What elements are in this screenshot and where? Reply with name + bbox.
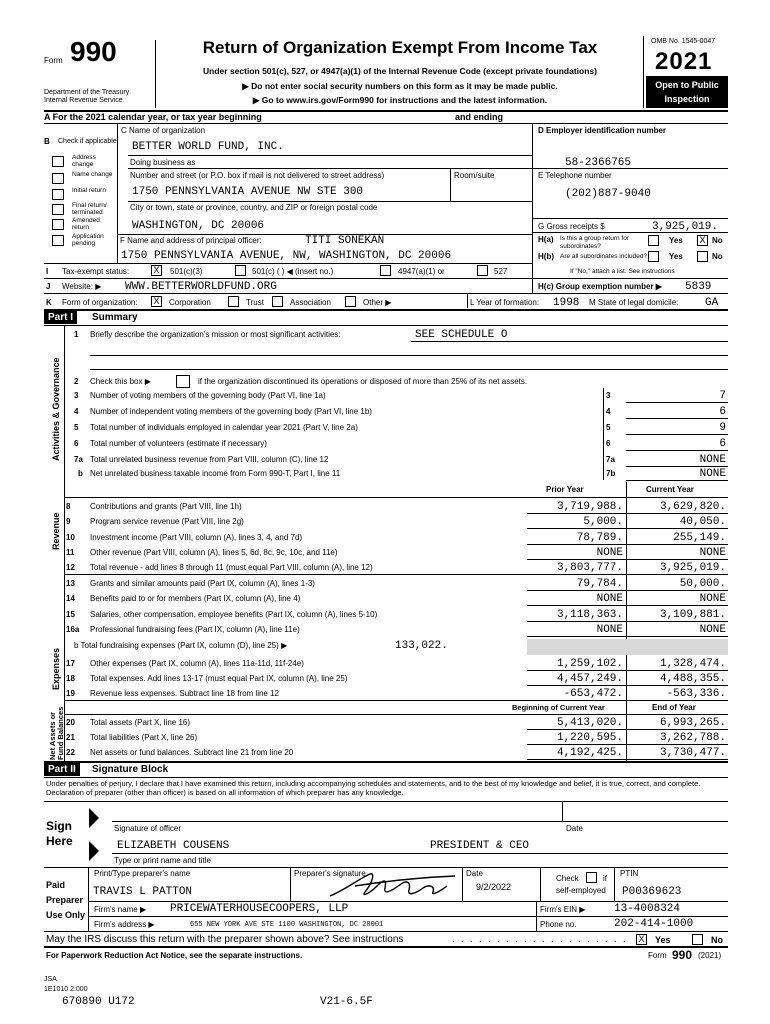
section-b-item-label: Address change <box>72 154 96 168</box>
ha-label: H(a) <box>538 235 554 244</box>
expense-current-value: 1,328,474. <box>659 658 726 670</box>
expense-current-value: 50,000. <box>679 578 726 590</box>
expense-current-value: NONE <box>699 593 726 605</box>
if-label: if <box>603 874 607 883</box>
other-label: Other ▶ <box>363 298 392 307</box>
officer-title: PRESIDENT & CEO <box>430 840 530 852</box>
hb-text: Are all subordinates included? <box>560 253 648 260</box>
group-exemption-label: H(c) Group exemption number ▶ <box>538 282 662 291</box>
group-exemption-number: 5839 <box>685 281 712 293</box>
hb-note: If "No," attach a list. See instructions <box>570 268 675 275</box>
form-of-org-label: Form of organization: <box>62 298 138 307</box>
status-501c-checkbox[interactable] <box>235 265 246 276</box>
telephone-label: E Telephone number <box>538 171 612 180</box>
expense-value-rule <box>527 670 728 671</box>
principal-officer-label: F Name and address of principal officer: <box>120 236 262 245</box>
hb-yes-label: Yes <box>669 252 683 261</box>
revenue-prior-value: NONE <box>596 547 623 559</box>
firm-address-value: 655 NEW YORK AVE STE 1100 WASHINGTON, DC 20001 <box>190 921 384 929</box>
revenue-line-number: 12 <box>66 563 75 572</box>
ptin-value: P00369623 <box>622 886 682 898</box>
gov-box-number: 5 <box>606 423 611 432</box>
firm-phone-value: 202-414-1000 <box>614 918 694 930</box>
revenue-value-rule <box>527 559 728 560</box>
expense-value-rule <box>527 685 728 686</box>
discuss-yes-label: Yes <box>655 935 671 945</box>
ha-no-label: No <box>712 236 723 245</box>
firm-ein-label: Firm's EIN ▶ <box>540 905 586 914</box>
expense-value-rule <box>527 590 728 591</box>
gov-line-number: 5 <box>74 423 79 432</box>
hb-yes-checkbox[interactable] <box>648 251 659 262</box>
ssn-note: ▶ Do not enter social security numbers on this form as it may be made public. <box>242 81 558 91</box>
ein-label: D Employer identification number <box>538 126 667 135</box>
jsa-label: JSA <box>44 976 57 983</box>
prep-name-label: Print/Type preparer's name <box>94 869 191 878</box>
gov-value-rule <box>626 450 728 451</box>
discuss-no-checkbox[interactable] <box>692 934 703 945</box>
trust-checkbox[interactable] <box>228 296 239 307</box>
tax-year: 2021 <box>655 48 713 75</box>
side-revenue: Revenue <box>51 512 61 550</box>
net-assets-line-number: 21 <box>66 733 75 742</box>
footer-form-number: 990 <box>672 948 693 962</box>
corporation-label: Corporation <box>169 298 211 307</box>
revenue-line-number: 9 <box>66 517 71 526</box>
gov-value-rule <box>626 480 728 481</box>
gov-box-number: 4 <box>606 407 611 416</box>
page-id-center: V21-6.5F <box>320 996 373 1008</box>
website-label: Website: ▶ <box>62 282 102 291</box>
line16b-text: b Total fundraising expenses (Part IX, column (D), line 25) ▶ <box>74 641 288 650</box>
expense-current-value: 3,109,881. <box>659 609 726 621</box>
line16b-value: 133,022. <box>395 640 448 652</box>
expense-line-text: Salaries, other compensation, employee benefits (Part IX, column (A), lines 5-10) <box>90 610 378 619</box>
side-activities-governance: Activities & Governance <box>51 357 61 461</box>
boy-header: Beginning of Current Year <box>512 703 605 712</box>
status-501c-label: 501(c) ( ) ◀ (insert no.) <box>252 267 334 276</box>
net-assets-line-number: 22 <box>66 748 75 757</box>
check-label: Check <box>556 874 579 883</box>
section-b-item-label: Application pending <box>72 233 104 247</box>
expense-line-text: Professional fundraising fees (Part IX, column (A), line 11e) <box>90 625 300 634</box>
part-i-title: Summary <box>92 312 138 323</box>
status-527-label: 527 <box>494 267 508 276</box>
gov-line-text: Total number of volunteers (estimate if necessary) <box>90 439 267 448</box>
gov-line-value: NONE <box>699 468 726 480</box>
revenue-value-rule <box>527 513 728 514</box>
expense-line-number: 13 <box>66 579 75 588</box>
gov-line-value: 7 <box>719 390 726 402</box>
hb-no-checkbox[interactable] <box>697 251 708 262</box>
irs-label: Internal Revenue Service <box>44 97 123 104</box>
use-only-label: Use Only <box>46 910 86 920</box>
section-b-checkbox[interactable] <box>52 189 64 200</box>
gov-box-number: 7a <box>606 455 615 464</box>
prep-date-label: Date <box>466 869 483 878</box>
expense-prior-value: 3,118,363. <box>556 609 623 621</box>
state-domicile-value: GA <box>705 297 719 309</box>
side-expenses: Expenses <box>51 647 61 690</box>
status-527-checkbox[interactable] <box>477 265 488 276</box>
gov-line-value: NONE <box>699 454 726 466</box>
expense-prior-value: 1,259,102. <box>556 658 623 670</box>
expense-line-number: 14 <box>66 594 75 603</box>
net-assets-current-value: 3,730,477. <box>659 747 726 759</box>
preparer-label: Preparer <box>46 895 84 905</box>
revenue-current-value: 40,050. <box>679 516 726 528</box>
revenue-line-text: Investment income (Part VIII, column (A), lines 3, 4, and 7d) <box>90 533 303 542</box>
status-4947-checkbox[interactable] <box>380 265 391 276</box>
expense-line-text: Other expenses (Part IX, column (A), lines 11a-11d, 11f-24e) <box>90 659 304 668</box>
gov-line-value: 9 <box>719 422 726 434</box>
prior-year-header: Prior Year <box>546 485 584 494</box>
mission-value: SEE SCHEDULE O <box>415 329 508 341</box>
expense-line-text: Benefits paid to or for members (Part IX, column (A), line 4) <box>90 594 301 603</box>
expense-value-rule <box>527 605 728 606</box>
status-4947-label: 4947(a)(1) or <box>398 267 445 276</box>
gov-line-value: 6 <box>719 406 726 418</box>
expense-value-rule <box>527 621 728 622</box>
state-domicile-label: M State of legal domicile: <box>589 298 679 307</box>
officer-address: 1750 PENNSYLVANIA AVENUE, NW, WASHINGTON, DC 20006 <box>121 250 452 262</box>
expense-line-text: Total expenses. Add lines 13-17 (must equal Part IX, column (A), line 25) <box>90 674 348 683</box>
revenue-prior-value: 78,789. <box>576 532 623 544</box>
revenue-value-rule <box>527 544 728 545</box>
sign-arrow-icon <box>89 808 99 828</box>
self-employed-label: self-employed <box>556 886 606 895</box>
gross-receipts-value: 3,925,019. <box>652 221 719 233</box>
gov-value-rule <box>626 466 728 467</box>
net-assets-current-value: 6,993,265. <box>659 717 726 729</box>
discuss-question: May the IRS discuss this return with the preparer shown above? See instructions <box>46 934 404 945</box>
net-assets-value-rule <box>527 729 728 730</box>
section-b-checkbox[interactable] <box>52 204 64 215</box>
revenue-line-text: Contributions and grants (Part VIII, line 1h) <box>90 502 242 511</box>
line2-checkbox[interactable] <box>176 375 190 388</box>
revenue-current-value: 255,149. <box>673 532 726 544</box>
revenue-line-number: 8 <box>66 502 71 511</box>
expense-line-text: Grants and similar amounts paid (Part IX, column (A), lines 1-3) <box>90 579 315 588</box>
ein-value: 58-2366765 <box>565 157 632 169</box>
org-street: 1750 PENNSYLVANIA AVENUE NW STE 300 <box>132 186 364 198</box>
gov-line-text: Total unrelated business revenue from Part VIII, column (C), line 12 <box>90 455 329 464</box>
revenue-prior-value: 5,000. <box>583 516 623 528</box>
trust-label: Trust <box>246 298 264 307</box>
gov-box-number: 3 <box>606 391 611 400</box>
page-id-left: 670890 U172 <box>62 996 135 1008</box>
form-number: 990 <box>70 36 117 67</box>
revenue-line-number: 11 <box>66 548 75 557</box>
ptin-label: PTIN <box>620 869 639 878</box>
part-ii-badge: Part II <box>44 763 80 776</box>
net-assets-line-text: Total liabilities (Part X, line 26) <box>90 733 198 742</box>
discuss-yes-checkbox[interactable]: X <box>636 934 647 945</box>
gov-line-number: 3 <box>74 391 79 400</box>
expense-prior-value: 79,784. <box>576 578 623 590</box>
expense-current-value: NONE <box>699 624 726 636</box>
row-k-letter: K <box>46 298 52 307</box>
section-b-checkbox[interactable] <box>52 173 64 184</box>
line-a-label: A For the 2021 calendar year, or tax year beginning <box>44 112 262 122</box>
net-assets-prior-value: 1,220,595. <box>556 732 623 744</box>
city-label: City or town, state or province, country, and ZIP or foreign postal code <box>130 203 378 212</box>
revenue-value-rule <box>527 528 728 529</box>
corporation-checkbox[interactable]: X <box>151 296 162 307</box>
website-value[interactable]: WWW.BETTERWORLDFUND.ORG <box>125 281 277 293</box>
eoy-header: End of Year <box>652 703 696 712</box>
gov-line-text: Total number of individuals employed in calendar year 2021 (Part V, line 2a) <box>90 423 358 432</box>
section-b-letter: B <box>44 137 50 146</box>
expense-prior-value: 4,457,249. <box>556 673 623 685</box>
open-to-public-badge <box>646 76 728 108</box>
ha-yes-checkbox[interactable] <box>648 235 659 246</box>
revenue-current-value: NONE <box>699 547 726 559</box>
check-if-applicable: Check if applicable <box>58 138 117 145</box>
expense-current-value: -563,336. <box>666 688 726 700</box>
and-ending-label: and ending <box>455 112 503 122</box>
current-year-header: Current Year <box>646 485 694 494</box>
section-b-checkbox[interactable] <box>52 156 64 167</box>
revenue-line-text: Other revenue (Part VIII, column (A), lines 5, 6d, 8c, 9c, 10c, and 11e) <box>90 548 338 557</box>
expense-line-number: 17 <box>66 659 75 668</box>
line2-check-text: Check this box ▶ <box>90 377 151 386</box>
form-title: Return of Organization Exempt From Income Tax <box>202 38 598 57</box>
net-assets-value-rule <box>527 744 728 745</box>
net-assets-line-number: 20 <box>66 718 75 727</box>
irs-link-note: ▶ Go to www.irs.gov/Form990 for instructions and the latest information. <box>252 95 548 105</box>
prep-signature-label: Preparer's signature <box>294 869 366 878</box>
officer-name: ELIZABETH COUSENS <box>117 840 230 852</box>
expense-line-text: Revenue less expenses. Subtract line 18 from line 12 <box>90 689 279 698</box>
gov-line-text: Number of independent voting members of the governing body (Part VI, line 1b) <box>90 407 372 416</box>
net-assets-value-rule <box>527 759 728 760</box>
gov-line-number: 4 <box>74 407 79 416</box>
expense-prior-value: -653,472. <box>563 688 623 700</box>
room-suite-label: Room/suite <box>454 171 495 180</box>
revenue-line-text: Total revenue - add lines 8 through 11 (must equal Part VIII, column (A), line 12) <box>90 563 373 572</box>
discuss-dots: . . . . . . . . . . . . . . . . . . . . <box>452 934 628 944</box>
street-label: Number and street (or P.O. box if mail is not delivered to street address) <box>130 171 385 180</box>
year-formation-value: 1998 <box>553 297 580 309</box>
gov-box-number: 6 <box>606 439 611 448</box>
status-501c3-label: 501(c)(3) <box>170 267 203 276</box>
form-subtitle: Under section 501(c), 527, or 4947(a)(1) of the Internal Revenue Code (except private foundations) <box>203 66 597 76</box>
gov-line-number: 6 <box>74 439 79 448</box>
section-b-item-label: Final return/ terminated <box>72 202 107 216</box>
revenue-prior-value: 3,719,988. <box>556 501 623 513</box>
sign-label: Sign <box>46 819 72 833</box>
section-b-item-label: Initial return <box>72 187 106 194</box>
gov-value-rule <box>626 434 728 435</box>
revenue-current-value: 3,925,019. <box>659 562 726 574</box>
expense-line-number: 19 <box>66 689 75 698</box>
preparer-signature <box>325 868 465 902</box>
line1-text: Briefly describe the organization's mission or most significant activities: <box>90 330 341 339</box>
expense-prior-value: NONE <box>596 624 623 636</box>
open-line2: Inspection <box>664 94 710 104</box>
omb-number: OMB No. 1545-0047 <box>651 38 716 45</box>
firm-name-value: PRICEWATERHOUSECOOPERS, LLP <box>170 903 349 915</box>
status-501c3-checkbox[interactable]: X <box>151 265 162 276</box>
principal-officer: TITI SONEKAN <box>305 235 385 247</box>
revenue-current-value: 3,629,820. <box>659 501 726 513</box>
year-formation-label: L Year of formation: <box>470 298 540 307</box>
tax-exempt-label: Tax-exempt status: <box>62 267 130 276</box>
expense-line-number: 16a <box>66 625 80 634</box>
expense-current-value: 4,488,355. <box>659 673 726 685</box>
section-b-checkbox[interactable] <box>52 235 64 246</box>
firm-ein-value: 13-4008324 <box>614 903 681 915</box>
association-checkbox[interactable] <box>272 296 283 307</box>
revenue-line-number: 10 <box>66 533 75 542</box>
line2-text: if the organization discontinued its operations or disposed of more than 25% of its net assets. <box>198 377 528 386</box>
preparer-name: TRAVIS L PATTON <box>93 886 193 898</box>
footer-form-year: (2021) <box>698 951 722 960</box>
type-name-label: Type or print name and title <box>114 856 211 865</box>
ha-yes-label: Yes <box>669 236 683 245</box>
perjury-statement: Under penalties of perjury, I declare that I have examined this return, including accompanying schedules and statements, and to the best of my knowledge and belief, it is true, correct, and complete. Declaration of preparer (other than officer) is based on all information of which preparer has any knowledge. <box>46 779 701 797</box>
gov-line-text: Number of voting members of the governing body (Part VI, line 1a) <box>90 391 326 400</box>
gov-value-rule <box>626 402 728 403</box>
firm-address-label: Firm's address ▶ <box>94 920 155 929</box>
line16b-shaded <box>527 639 728 655</box>
hb-no-label: No <box>712 252 723 261</box>
net-assets-current-value: 3,262,788. <box>659 732 726 744</box>
ha-no-checkbox[interactable]: X <box>697 235 708 246</box>
here-label: Here <box>46 834 73 848</box>
expense-line-number: 18 <box>66 674 75 683</box>
net-assets-prior-value: 4,192,425. <box>556 747 623 759</box>
section-b-item-label: Name change <box>72 171 113 178</box>
gov-box-number: 7b <box>606 469 616 478</box>
open-line1: Open to Public <box>655 80 719 90</box>
gross-receipts-label: G Gross receipts $ <box>538 222 605 231</box>
part-i-badge: Part I <box>44 311 77 324</box>
name-arrow-icon <box>89 841 99 861</box>
dept-treasury: Department of the Treasury <box>44 89 130 96</box>
self-employed-checkbox[interactable] <box>586 872 597 883</box>
footer-form-word: Form <box>648 951 667 960</box>
org-city: WASHINGTON, DC 20006 <box>132 220 265 232</box>
hb-label: H(b) <box>538 252 554 261</box>
revenue-line-text: Program service revenue (Part VIII, line 2g) <box>90 517 244 526</box>
row-j-letter: J <box>46 282 51 291</box>
net-assets-line-text: Total assets (Part X, line 16) <box>90 718 191 727</box>
gov-line-number: 7a <box>74 455 83 464</box>
gov-line-text: Net unrelated business taxable income from Form 990-T, Part I, line 11 <box>90 469 341 478</box>
paid-label: Paid <box>46 880 66 890</box>
gov-value-rule <box>626 418 728 419</box>
form-word: Form <box>44 56 63 65</box>
part-ii-title: Signature Block <box>92 764 169 775</box>
side-net-assets: Net Assets or Fund Balances <box>48 706 65 760</box>
jsa-code: 1E1010 2.000 <box>44 986 88 993</box>
expense-value-rule <box>527 636 728 637</box>
discuss-no-label: No <box>711 935 723 945</box>
firm-phone-label: Phone no. <box>540 920 577 929</box>
section-b-item-label: Amended return <box>72 217 100 231</box>
firm-name-label: Firm's name ▶ <box>94 905 147 914</box>
paperwork-notice: For Paperwork Reduction Act Notice, see the separate instructions. <box>46 951 303 960</box>
net-assets-line-text: Net assets or fund balances. Subtract line 21 from line 20 <box>90 748 294 757</box>
org-name: BETTER WORLD FUND, INC. <box>132 141 284 153</box>
gov-line-number: b <box>78 469 83 478</box>
signature-of-officer-label: Signature of officer <box>114 824 182 833</box>
other-checkbox[interactable] <box>345 296 356 307</box>
org-name-label: C Name of organization <box>121 126 206 135</box>
row-i-letter: I <box>46 267 49 276</box>
gov-line-value: 6 <box>719 438 726 450</box>
sign-date-label: Date <box>566 824 583 833</box>
expense-prior-value: NONE <box>596 593 623 605</box>
expense-line-number: 15 <box>66 610 75 619</box>
revenue-prior-value: 3,803,777. <box>556 562 623 574</box>
net-assets-prior-value: 5,413,020. <box>556 717 623 729</box>
gov-box-divider <box>603 388 604 480</box>
ha-text: Is this a group return for subordinates? <box>560 235 630 250</box>
prep-date-value: 9/2/2022 <box>476 882 512 892</box>
section-b-checkbox[interactable] <box>52 219 64 230</box>
telephone-value: (202)887-9040 <box>565 188 651 200</box>
dba-label: Doing business as <box>130 158 196 167</box>
association-label: Association <box>290 298 331 307</box>
